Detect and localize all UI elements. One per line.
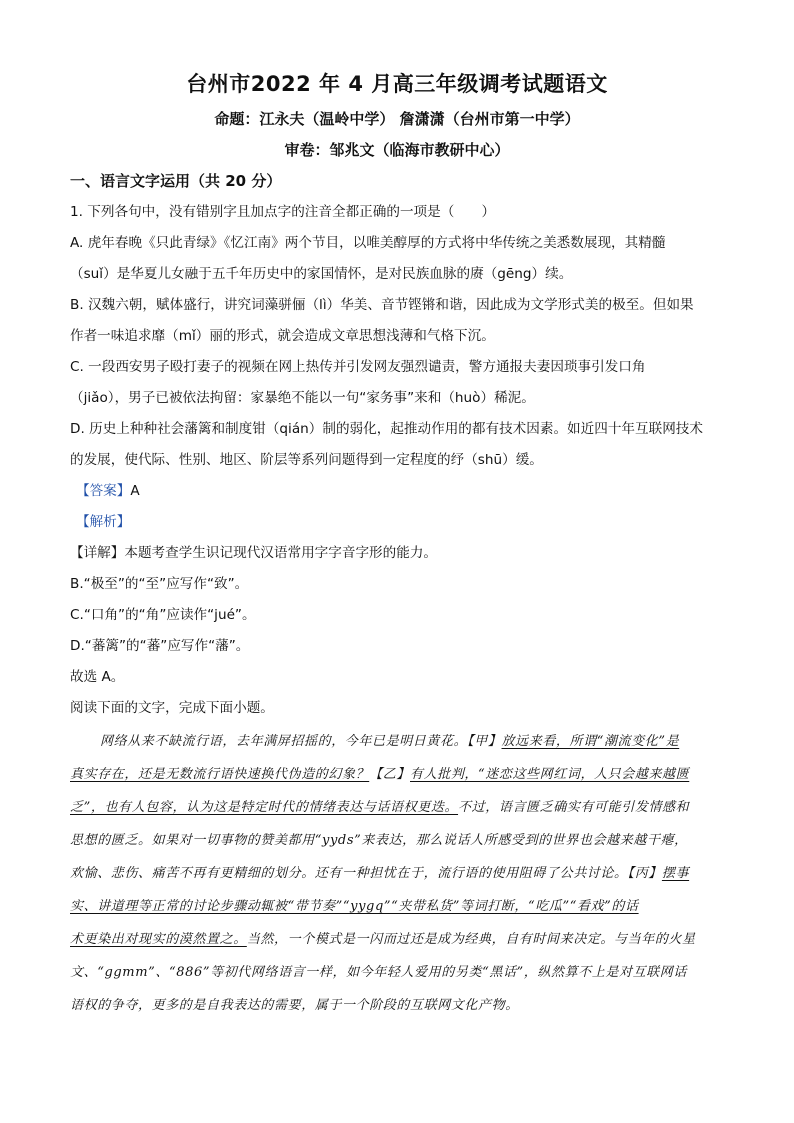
exam-title: 台州市2022 年 4 月高三年级调考试题语文 [186, 72, 608, 96]
passage-underlined: 有人批判，“迷恋这些网红词，人只会越来越匮 [410, 767, 690, 782]
passage-line-6 [70, 900, 720, 913]
passage-text: 【乙】 [369, 767, 411, 782]
passage-line-3 [70, 801, 720, 814]
passage-text: 当然，一个模式是一闪而过还是成为经典，自有时间来决定。与当年的火星 [246, 932, 696, 947]
passage-line-7 [70, 933, 720, 946]
exam-reviewer: 审卷：邹兆文（临海市教研中心） [284, 141, 510, 159]
passage-underlined: 乏”，也有人包容，认为这是特定时代的情绪表达与话语权更迭。 [70, 800, 459, 815]
analysis-conclusion: 故选 A。 [70, 669, 125, 685]
analysis-c: C.“口角”的“角”应读作“jué”。 [70, 607, 256, 623]
analysis-tag: 【解析】 [76, 514, 131, 530]
passage-line-2 [70, 768, 720, 781]
option-b-line1: B. 汉魏六朝，赋体盛行，讲究词藻骈俪（lì）华美、音节铿锵和谐，因此成为文学形式美的极至。但如果 [70, 297, 694, 313]
passage-text: 欢愉、悲伤、痛苦不再有更精细的划分。还有一种担忧在于，流行语的使用阻碍了公共讨论。【丙】 [70, 866, 662, 881]
option-a-line2: （suǐ）是华夏儿女融于五千年历史中的家国情怀，是对民族血脉的赓（gēng）续。 [70, 266, 573, 282]
passage-underlined: 实、讲道理等正常的讨论步骤动辄被“带节奏”“yygq”“夹带私货”等词打断，“吃瓜”“看戏”的话 [70, 899, 639, 914]
option-d-line1: D. 历史上种种社会藩篱和制度钳（qián）制的弱化，起推动作用的都有技术因素。如近四十年互联网技术 [70, 421, 703, 437]
passage-line-9: 语权的争夺，更多的是自我表达的需要，属于一个阶段的互联网文化产物。 [70, 998, 519, 1013]
passage-underlined: 放远来看，所谓“潮流变化”是 [501, 734, 680, 749]
answer-line [76, 485, 140, 499]
question-stem: 1. 下列各句中，没有错别字且加点字的注音全都正确的一项是（ ） [70, 204, 496, 220]
option-d-line2: 的发展，使代际、性别、地区、阶层等系列问题得到一定程度的纾（shū）缓。 [70, 452, 543, 468]
detail-text: 本题考查学生识记现代汉语常用字字音字形的能力。 [124, 545, 438, 561]
reading-intro: 阅读下面的文字，完成下面小题。 [70, 700, 274, 716]
answer-label: 【答案】 [76, 483, 131, 499]
passage-underlined: 真实存在，还是无数流行语快速换代伪造的幻象？ [70, 767, 370, 782]
section-heading: 一、语言文字运用（共 20 分） [70, 172, 282, 190]
passage-line-4: 思想的匮乏。如果对一切事物的赞美都用“yyds”来表达，那么说话人所感受到的世界也会越来越干瘪， [70, 833, 688, 848]
passage-line-1 [100, 735, 750, 748]
exam-authors: 命题：江永夫（温岭中学） 詹潇潇（台州市第一中学） [214, 110, 580, 128]
detail-line [70, 547, 437, 561]
answer-value: A [130, 483, 140, 499]
analysis-d: D.“蕃篱”的“蕃”应写作“藩”。 [70, 638, 250, 654]
passage-underlined: 术更染出对现实的漠然置之。 [70, 932, 247, 947]
option-a-line1: A. 虎年春晚《只此青绿》《忆江南》两个节目，以唯美醇厚的方式将中华传统之美悉数展现，其精髓 [70, 235, 666, 251]
passage-line-5 [70, 867, 720, 880]
analysis-label [76, 516, 130, 530]
passage-text: 不过，语言匮乏确实有可能引发情感和 [458, 800, 690, 815]
option-c-line2: （jiǎo），男子已被依法拘留：家暴绝不能以一句“家务事”来和（huò）稀泥。 [70, 390, 535, 406]
option-b-line2: 作者一味追求靡（mǐ）丽的形式，就会造成文章思想浅薄和气格下沉。 [70, 328, 495, 344]
detail-label: 【详解】 [70, 545, 125, 561]
passage-line-8: 文、“ggmm”、“886”等初代网络语言一样，如今年轻人爱用的另类“黑话”，纵然算不上是对互联网话 [70, 965, 687, 980]
analysis-b: B.“极至”的“至”应写作“致”。 [70, 576, 249, 592]
passage-text: 网络从来不缺流行语，去年满屏招摇的，今年已是明日黄花。【甲】 [100, 734, 502, 749]
option-c-line1: C. 一段西安男子殴打妻子的视频在网上热传并引发网友强烈谴责，警方通报夫妻因琐事引发口角 [70, 359, 646, 375]
passage-underlined: 摆事 [661, 866, 690, 881]
